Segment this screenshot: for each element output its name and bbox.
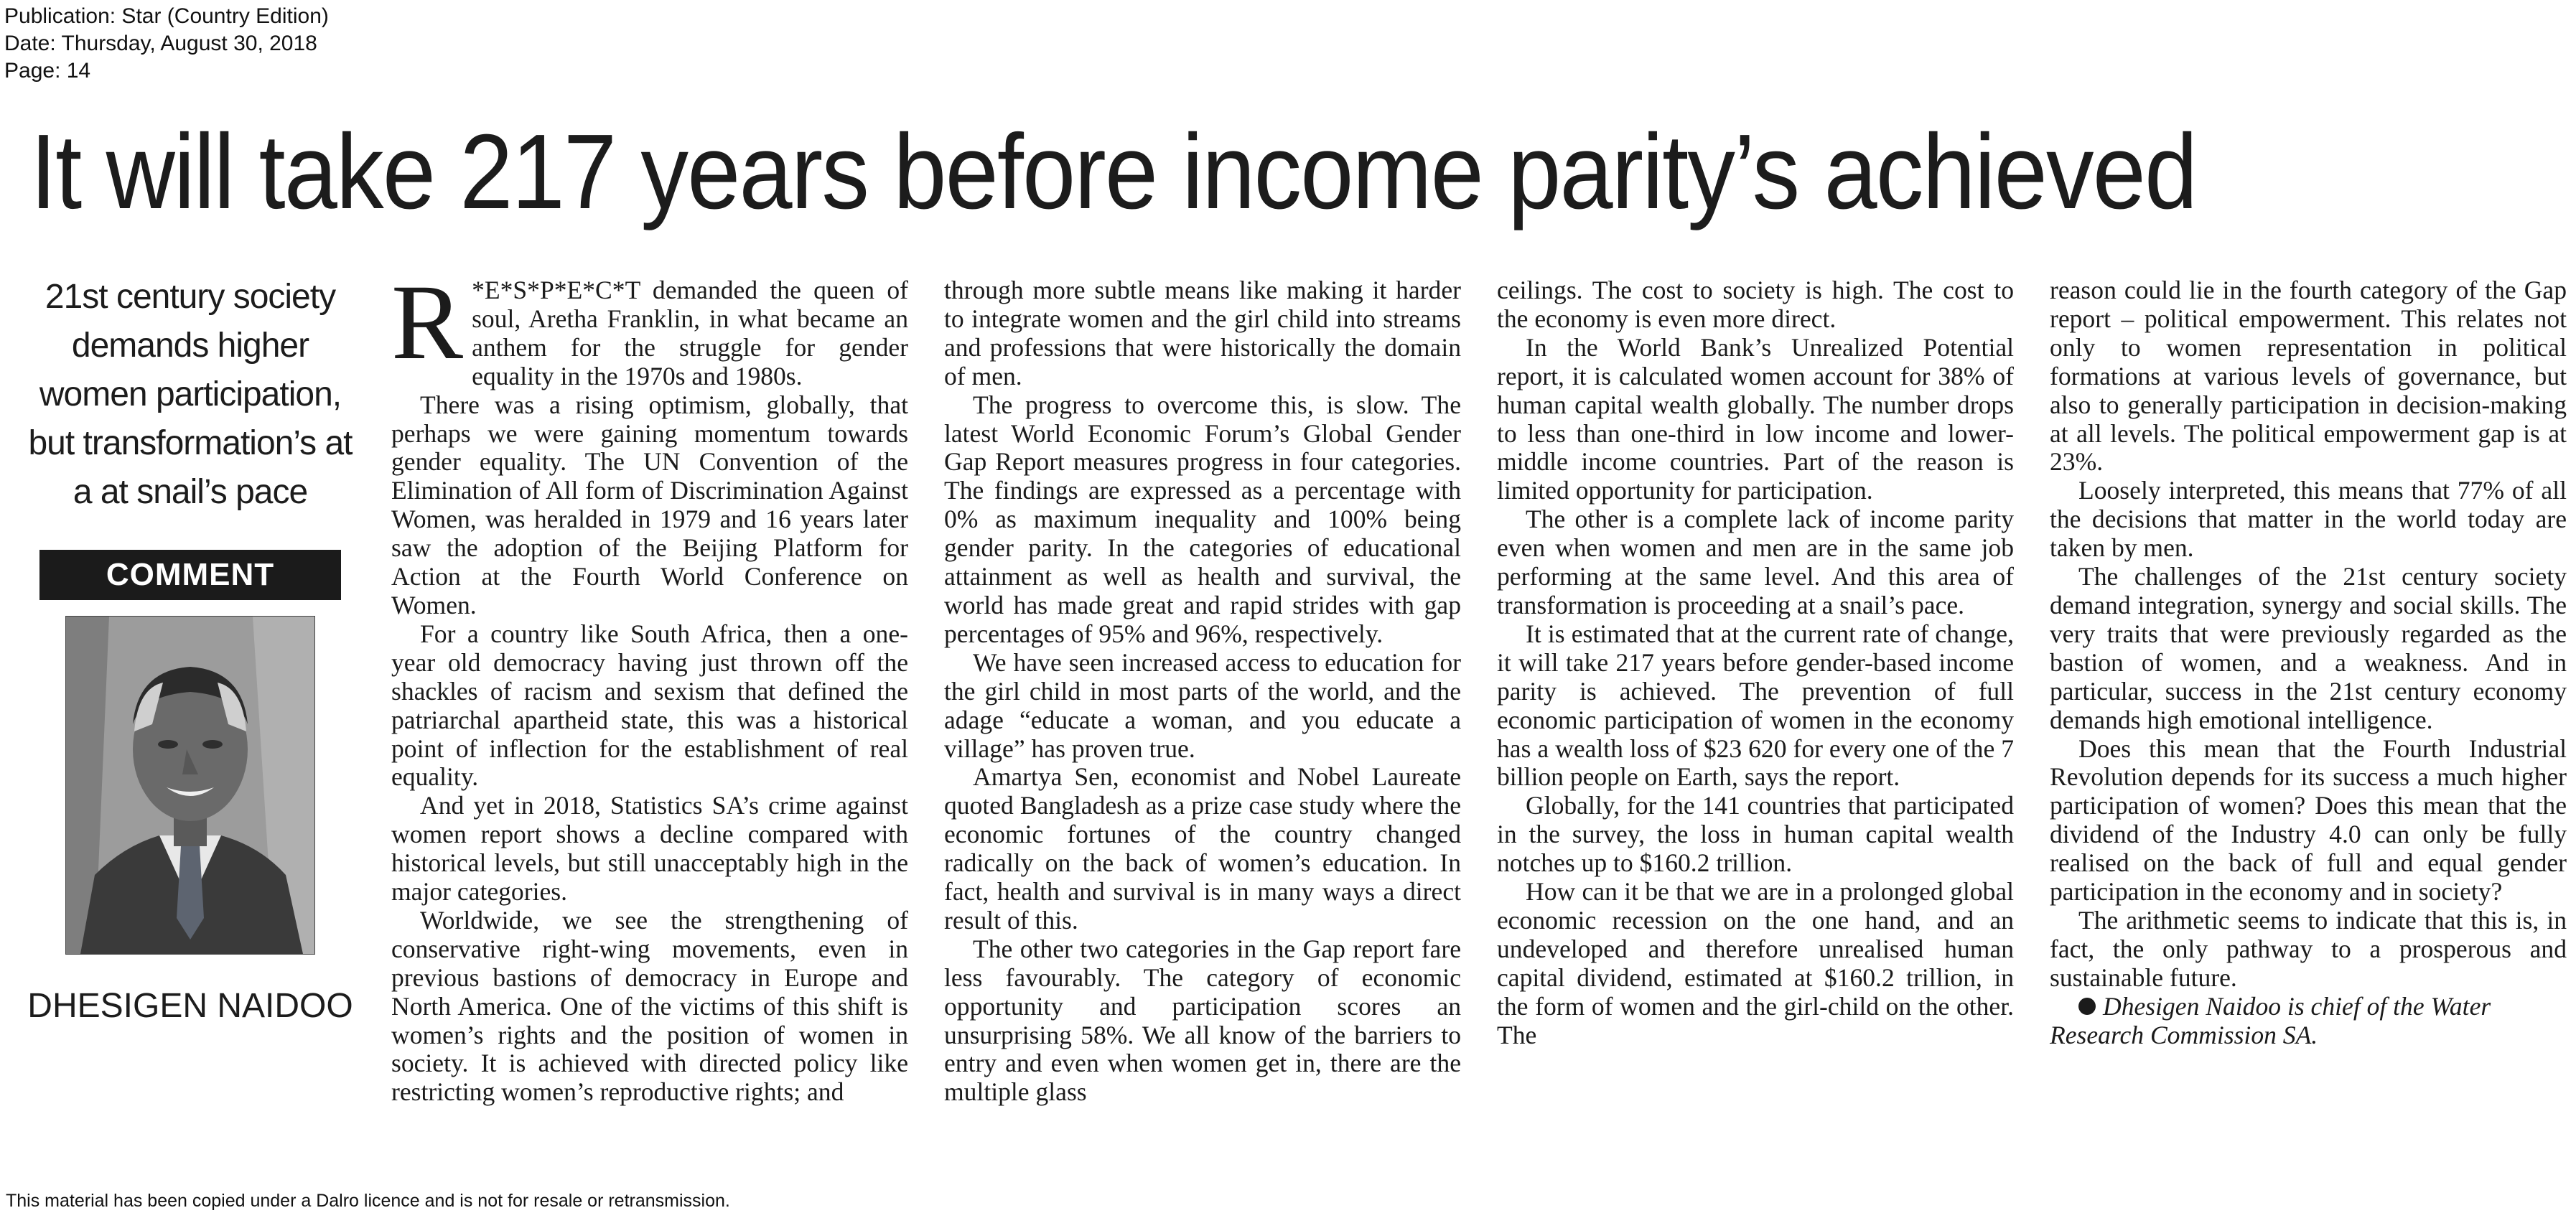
author-photo [65,616,315,955]
article-paragraph: Globally, for the 141 countries that participated in the survey, the loss in human capital wealth notches up to $160.2 trillion. [1497,791,2014,878]
article-paragraph: For a country like South Africa, then a one-year old democracy having just thrown off the shackles of racism and sexism that defined the patriarchal apartheid state, this was a historical point of inflection for the establishment of real equality. [391,619,908,792]
publication-info [4,3,329,85]
bullet-icon [2078,998,2096,1015]
article-paragraph: through more subtle means like making it harder to integrate women and the girl child into streams and professions that were historically the domain of men. [944,276,1461,390]
article-paragraph: The challenges of the 21st century society demand integration, synergy and social skills. The very traits that were previously regarded as the bastion of women, and a weakness. And in particular, success in the 21st century economy demands high emotional intelligence. [2050,562,2567,734]
copyright-notice: This material has been copied under a Dalro licence and is not for resale or retransmission. [6,1191,730,1211]
article-paragraph: It is estimated that at the current rate of change, it will take 217 years before gender-based income parity is achieved. The prevention of full economic participation of women in the economy has a wealth loss of $23 620 for every one of the 7 billion people on Earth, says the report. [1497,619,2014,792]
drop-cap: R [391,263,464,382]
author-endnote [2050,993,2567,1050]
article-paragraph: reason could lie in the fourth category of the Gap report – political empowerment. This relates not only to women representation in political formations at various levels of governance, but also to generally participation in decision-making at all levels. The political empowerment gap is at 23%. [2050,276,2567,477]
article-body [391,263,2574,1181]
article-column-1 [391,263,908,1181]
article-column-2 [944,276,1461,1181]
article-paragraph: ceilings. The cost to society is high. The cost to the economy is even more direct. [1497,276,2014,333]
article-paragraph: We have seen increased access to education for the girl child in most parts of the world, and the adage “educate a woman, and you educate a village” has proven true. [944,647,1461,763]
publication-name: Publication: Star (Country Edition) [4,4,329,28]
article-paragraph: The other is a complete lack of income parity even when women and men are in the same job performing at the same level. And this area of transformation is proceeding at a snail’s pace. [1497,505,2014,619]
publication-date: Date: Thursday, August 30, 2018 [4,32,317,55]
article-paragraph: Does this mean that the Fourth Industrial Revolution depends for its success a much higher participation of women? Does this mean that the dividend of the Industry 4.0 can only be fully realised on the back of full and equal gender participation in the economy and in society? [2050,734,2567,907]
paragraph-text: *E*S*P*E*C*T demanded the queen of soul, Aretha Franklin, in what became an anthem for the struggle for gender equality in the 1970s and 1980s. [472,276,908,390]
endnote-text: Dhesigen Naidoo is chief of the Water Research Commission SA. [2050,991,2491,1049]
comment-label: COMMENT [39,550,341,600]
article-paragraph: In the World Bank’s Unrealized Potential report, it is calculated women account for 38% of human capital wealth globally. The number drops to less than one-third in low income and lower-middle income countries. Part of the reason is limited opportunity for participation. [1497,332,2014,505]
author-byline: DHESIGEN NAIDOO [27,987,353,1025]
standfirst: 21st century society demands higher women participation, but transformation’s at a at snail’s pace [28,278,353,511]
article-paragraph: Loosely interpreted, this means that 77% of all the decisions that matter in the world today are taken by men. [2050,476,2567,563]
page-number: Page: 14 [4,59,91,83]
article-paragraph: The other two categories in the Gap report fare less favourably. The category of economic opportunity and participation scores an unsurprising 58%. We all know of the barriers to entry and even when women get in, there are the multiple glass [944,934,1461,1107]
article-paragraph: Worldwide, we see the strengthening of conservative right-wing movements, even in previous bastions of democracy in Europe and North America. One of the victims of this shift is women’s rights and the position of women in society. It is achieved with directed policy like restricting women’s reproductive rights; and [391,905,908,1107]
article-paragraph: There was a rising optimism, globally, that perhaps we were gaining momentum towards gender equality. The UN Convention of the Elimination of All form of Discrimination Against Women, was heralded in 1979 and 16 years later saw the adoption of the Beijing Platform for Action at the Fourth World Conference on Women. [391,390,908,619]
article-paragraph: How can it be that we are in a prolonged global economic recession on the one hand, and an undeveloped and therefore unrealised human capital dividend, estimated at $160.2 trillion, in the form of women and the girl-child on the other. The [1497,877,2014,1049]
article-paragraph [391,263,908,391]
headline: It will take 217 years before income parity’s achieved [30,113,2197,231]
article-column-4 [2050,276,2567,1181]
article-paragraph: The arithmetic seems to indicate that this is, in fact, the only pathway to a prosperous and sustainable future. [2050,905,2567,992]
article-column-3 [1497,276,2014,1181]
article-paragraph: The progress to overcome this, is slow. The latest World Economic Forum’s Global Gender Gap Report measures progress in four categories. The findings are expressed as a percentage with 0% as maximum inequality and 100% being gender parity. In the categories of educational attainment as well as health and survival, the world has made great and rapid strides with gap percentages of 95% and 96%, respectively. [944,390,1461,648]
article-paragraph: And yet in 2018, Statistics SA’s crime against women report shows a decline compared with historical levels, but still unacceptably high in the major categories. [391,791,908,907]
article-paragraph: Amartya Sen, economist and Nobel Laureate quoted Bangladesh as a prize case study where the economic fortunes of the country changed radically on the back of women’s education. In fact, health and survival is in many ways a direct result of this. [944,762,1461,935]
article-sidebar [22,273,359,1028]
